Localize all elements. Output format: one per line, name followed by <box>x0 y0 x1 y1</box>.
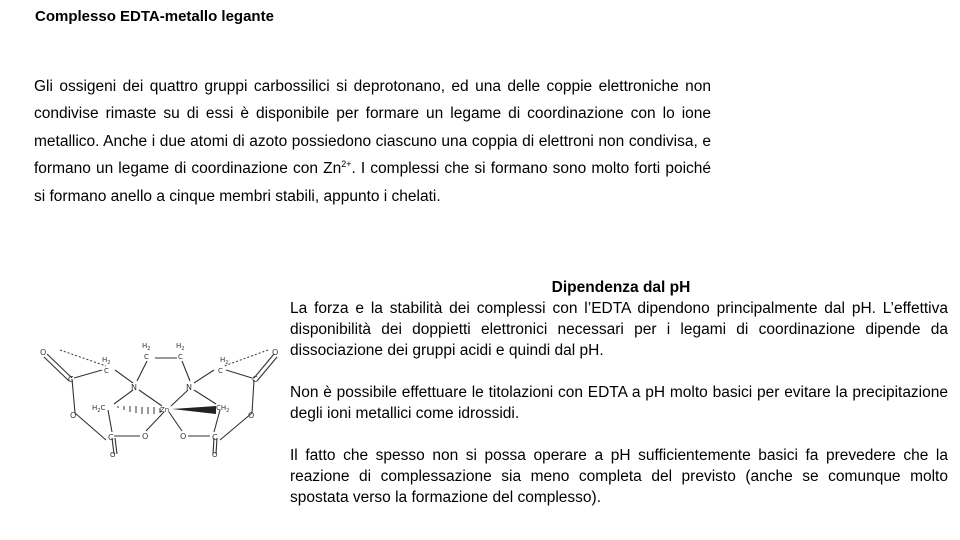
ch-right: $CH_2$ <box>216 404 230 414</box>
metal-zn: Zn <box>160 406 170 414</box>
h2-right-top: $H_2$ <box>220 356 229 366</box>
intro-text-end: . I complessi che si formano sono molto forti poiché si formano anello a cinque membri stabili, appunto i chelati. <box>34 160 711 205</box>
o-bottom-left-out: O <box>110 451 116 458</box>
c-left-top: C <box>104 367 109 375</box>
intro-text: Gli ossigeni dei quattro gruppi carbossilici si deprotonano, ed una delle coppie elettroniche non condivise rimaste su di essi è disponibile per formare un legame di coordinazione con lo ione metallico. Anche i due atomi di azoto possiedono ciascuno una coppia di elettroni non condivisa, e formano un legame di coordinazione con Zn <box>34 78 711 178</box>
o-far-right-top: O <box>272 348 279 357</box>
intro-paragraph <box>34 73 711 210</box>
n-left: N <box>131 383 137 392</box>
hc-left: $H_2C$ <box>92 404 106 414</box>
ph-heading: Dipendenza dal pH <box>551 279 691 296</box>
h2-mid-left: $H_2$ <box>142 342 151 352</box>
o-far-right-bottom: O <box>248 411 255 420</box>
h2-left-top: $H_2$ <box>102 356 111 366</box>
ph-paragraph-1: La forza e la stabilità dei complessi con l’EDTA dipendono principalmente dal pH. L’effettiva disponibilità dei doppietti elettronici necessari per i legami di coordinazione dipende da dissociazione dei gruppi acidi e quindi dal pH. <box>290 300 948 359</box>
ph-paragraph-3: Il fatto che spesso non si possa operare a pH sufficientemente basici fa prevedere che la reazione di complessazione sia meno completa del previsto (anche se comunque molto spostata verso la formazione del complesso). <box>290 447 948 506</box>
c-mid-right: C <box>178 353 183 361</box>
c-bottom-right: C <box>212 433 218 442</box>
page-title: Complesso EDTA-metallo legante <box>35 8 274 25</box>
zn-charge: 2+ <box>341 159 352 170</box>
o-far-left-bottom: O <box>70 411 77 420</box>
c-far-left: C <box>68 375 74 384</box>
n-right: N <box>186 383 192 392</box>
ph-paragraph-2: Non è possibile effettuare le titolazioni con EDTA a pH molto basici per evitare la precipitazione degli ioni metallici come idrossidi. <box>290 384 948 422</box>
ph-section <box>290 277 948 508</box>
o-bottom-right-out: O <box>212 451 218 458</box>
h2-mid-right: $H_2$ <box>176 342 185 352</box>
c-bottom-left: C <box>108 433 114 442</box>
o-far-left-top: O <box>40 348 47 357</box>
o-bottom-left-ring: O <box>142 432 149 441</box>
edta-metal-complex-diagram <box>30 328 295 458</box>
c-right-top: C <box>218 367 223 375</box>
c-far-right: C <box>252 375 258 384</box>
c-mid-left: C <box>144 353 149 361</box>
o-bottom-right-ring: O <box>180 432 187 441</box>
